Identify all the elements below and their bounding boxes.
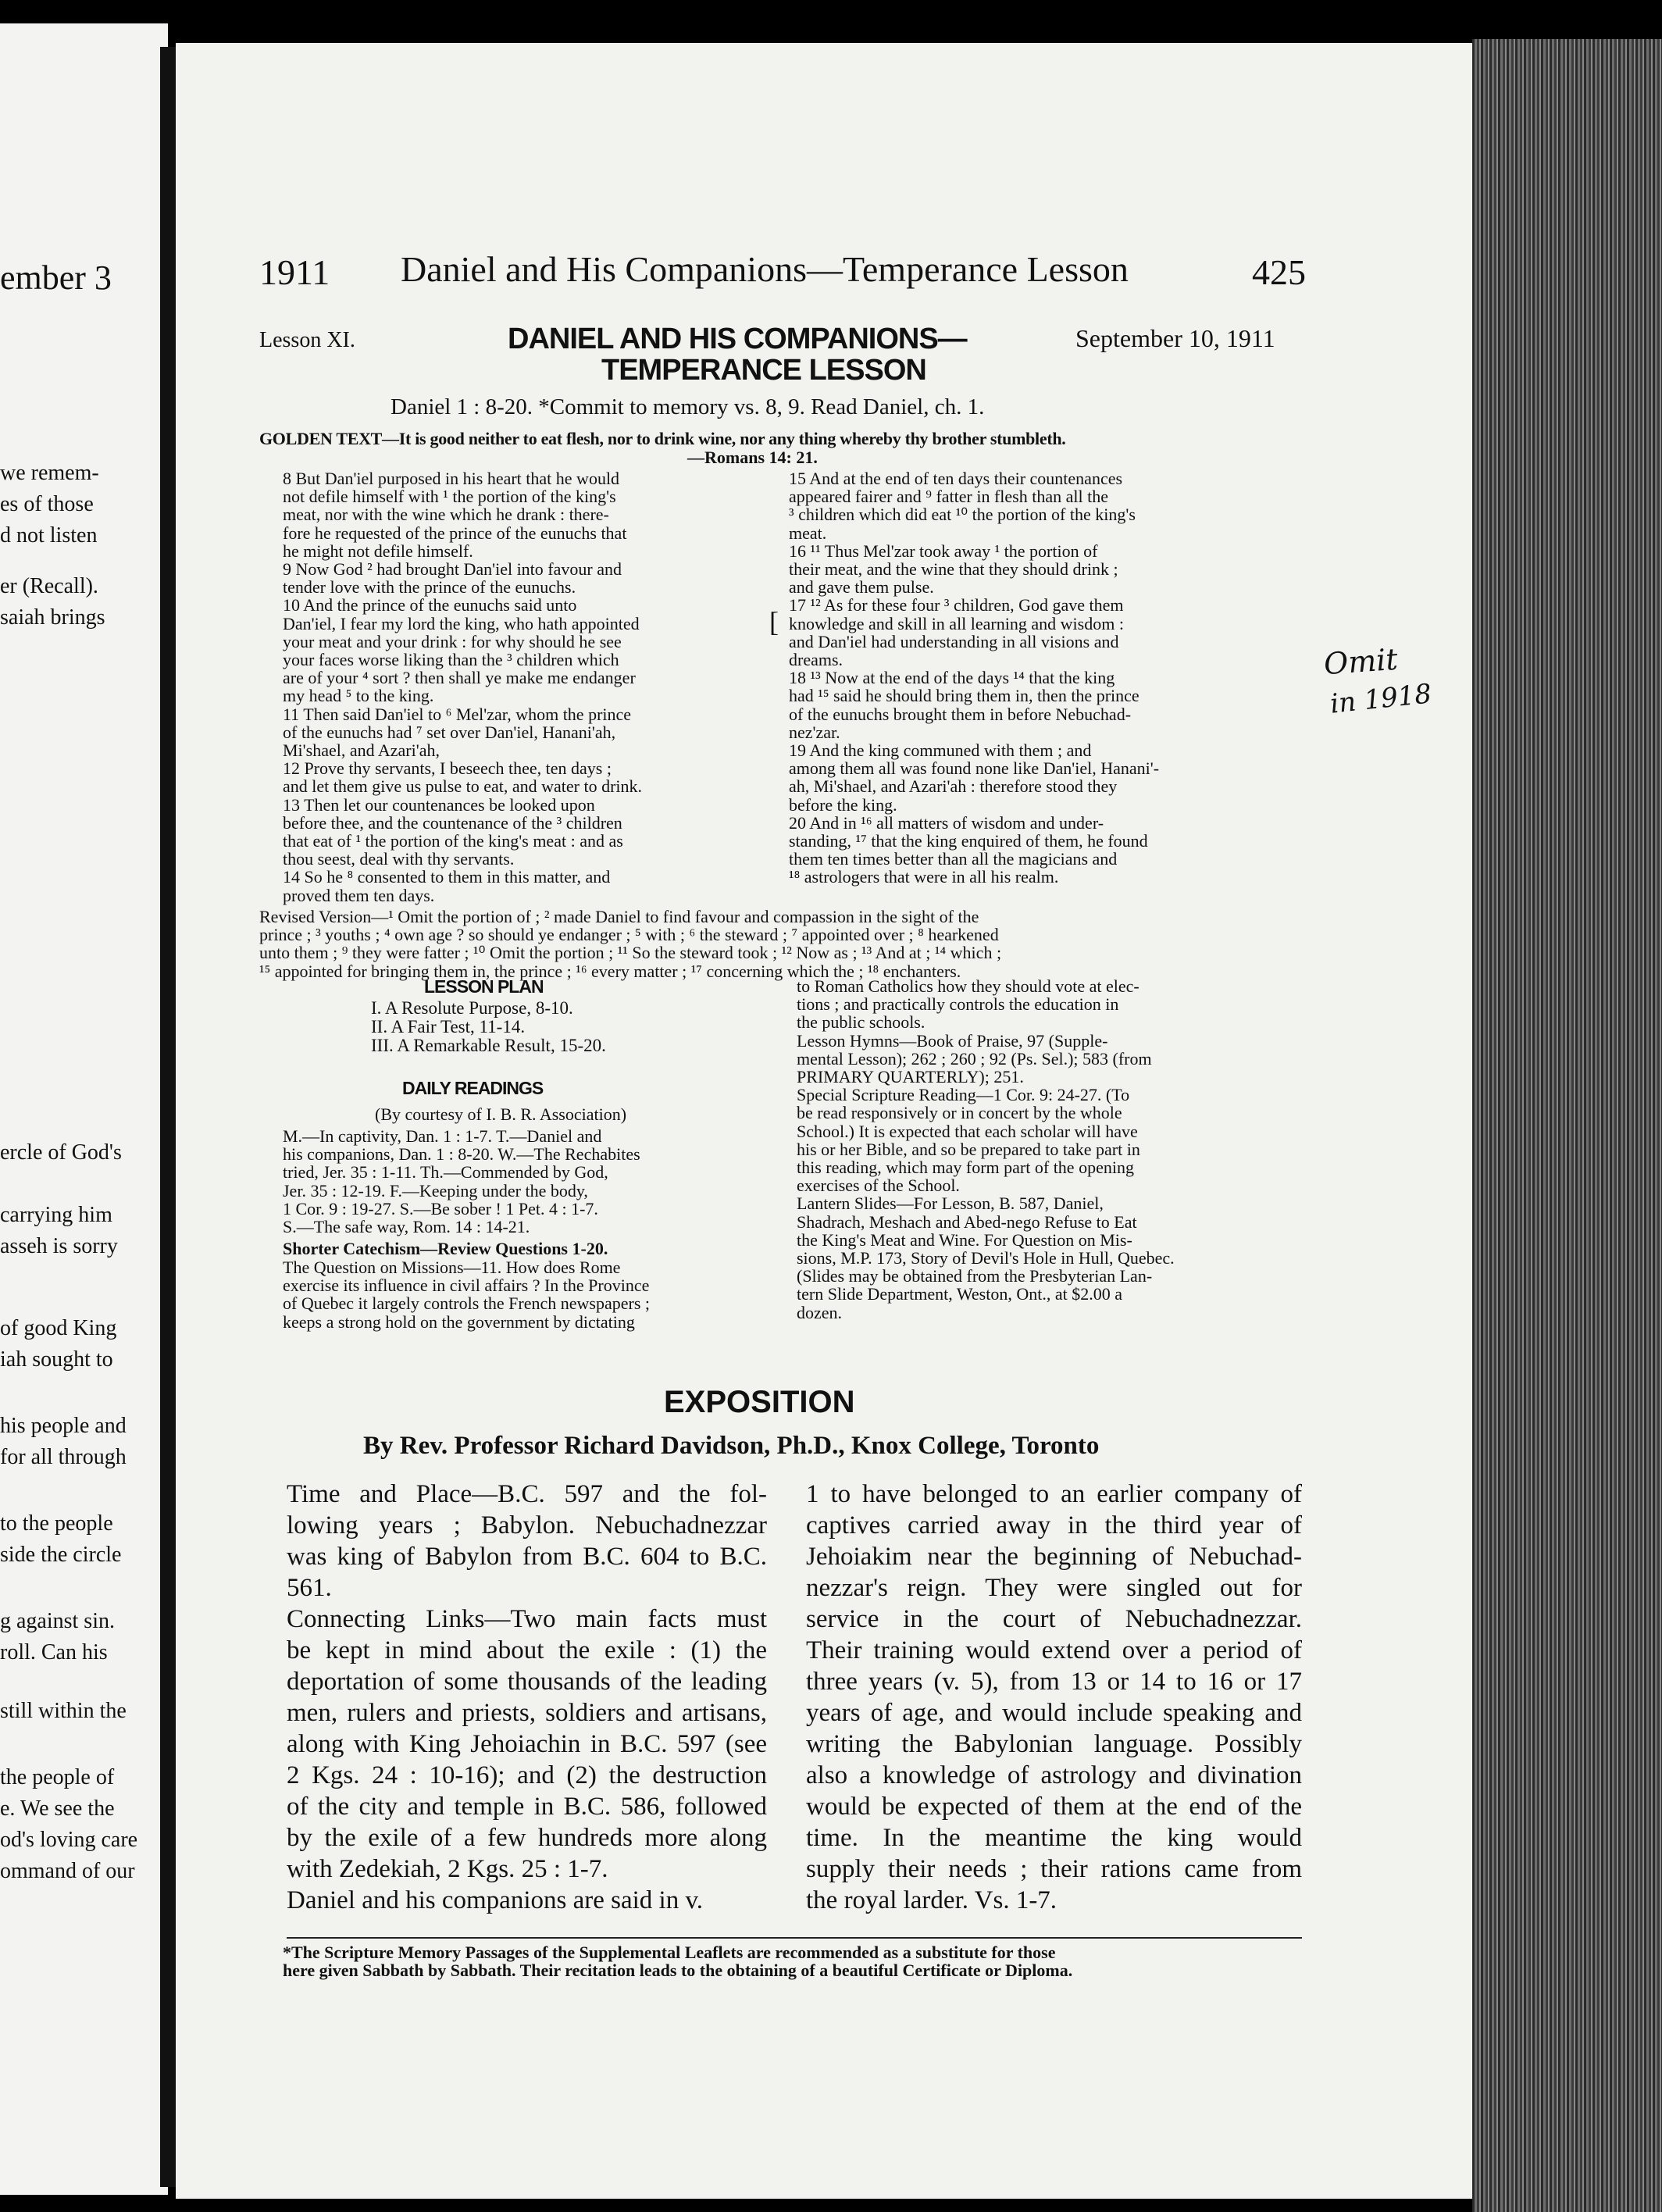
scripture-line: of the eunuchs brought them in before Nebuchad- xyxy=(789,704,1132,724)
golden-text: GOLDEN TEXT—It is good neither to eat flesh, nor to drink wine, nor any thing whereby thy brother stumbleth. xyxy=(259,429,1066,448)
scripture-line: proved them ten days. xyxy=(283,885,435,905)
scripture-line: Dan'iel, I fear my lord the king, who hath appointed xyxy=(283,613,640,633)
exposition-line: Their training would extend over a period of xyxy=(806,1636,1302,1664)
footnote xyxy=(283,1943,1321,1979)
notes-line: mental Lesson); 262 ; 260 ; 92 (Ps. Sel.); 583 (from xyxy=(797,1048,1152,1069)
left-page-line: es of those xyxy=(0,492,94,516)
left-page-line: still within the xyxy=(0,1699,127,1723)
scripture-line: meat. xyxy=(789,523,827,543)
question-on-missions xyxy=(283,1258,775,1331)
notes-line: (Slides may be obtained from the Presbyterian Lan- xyxy=(797,1266,1153,1286)
left-page-line: to the people xyxy=(0,1511,113,1536)
scripture-line: 20 And in ¹⁶ all matters of wisdom and under- xyxy=(789,812,1104,833)
revised-version-line: ¹⁵ appointed for bringing them in, the prince ; ¹⁶ every matter ; ¹⁷ concerning which the ; ¹⁸ enchanters. xyxy=(259,961,961,981)
scripture-line: fore he requested of the prince of the eunuchs that xyxy=(283,523,627,543)
daily-reading-line: Jer. 35 : 12-19. F.—Keeping under the body, xyxy=(283,1180,588,1201)
scripture-line: 8 But Dan'iel purposed in his heart that he would xyxy=(283,469,620,488)
exposition-line: service in the court of Nebuchadnezzar. xyxy=(806,1605,1302,1633)
notes-line: PRIMARY QUARTERLY); 251. xyxy=(797,1067,1024,1087)
left-page-line: asseh is sorry xyxy=(0,1234,118,1258)
revised-version-line: Revised Version—¹ Omit the portion of ; ² made Daniel to find favour and compassion in the sight of the xyxy=(259,907,979,926)
scripture-line: ¹⁸ astrologers that were in all his realm. xyxy=(789,867,1059,887)
lesson-plan-list xyxy=(371,999,683,1055)
scripture-line: standing, ¹⁷ that the king enquired of them, he found xyxy=(789,831,1148,851)
left-page-header: ember 3 xyxy=(0,259,112,297)
scripture-line: knowledge and skill in all learning and wisdom : xyxy=(789,613,1124,633)
lesson-notes-column xyxy=(797,977,1320,1322)
left-page-line: we remem- xyxy=(0,461,99,485)
book-page xyxy=(176,43,1472,2199)
scripture-line: your meat and your drink : for why should he see xyxy=(283,631,622,651)
exposition-line: with Zedekiah, 2 Kgs. 25 : 1-7. xyxy=(287,1855,608,1883)
left-page-line: his people and xyxy=(0,1414,127,1438)
scripture-line: them ten times better than all the magicians and xyxy=(789,849,1118,869)
exposition-line: years of age, and would include speaking and xyxy=(806,1699,1302,1727)
lesson-title-line-2: TEMPERANCE LESSON xyxy=(601,354,926,387)
running-head-title: Daniel and His Companions—Temperance Lesson xyxy=(401,249,1129,289)
exposition-line: writing the Babylonian language. Possibly xyxy=(806,1730,1302,1758)
exposition-line: 1 to have belonged to an earlier company of xyxy=(806,1480,1302,1508)
left-page-line: iah sought to xyxy=(0,1347,113,1372)
exposition-line: 561. xyxy=(287,1574,332,1602)
notes-line: be read responsively or in concert by the whole xyxy=(797,1103,1122,1123)
scripture-line: dreams. xyxy=(789,650,843,670)
scripture-line: thou seest, deal with thy servants. xyxy=(283,849,515,869)
footnote-rule xyxy=(287,1937,1302,1939)
scripture-line: had ¹⁵ said he should bring them in, then the prince xyxy=(789,686,1140,706)
notes-line: the King's Meat and Wine. For Question on Mis- xyxy=(797,1229,1132,1250)
left-page-fragment xyxy=(0,23,168,2195)
notes-line: Lantern Slides—For Lesson, B. 587, Daniel, xyxy=(797,1193,1104,1214)
left-page-line: roll. Can his xyxy=(0,1640,108,1664)
exposition-line: deportation of some thousands of the leading xyxy=(287,1668,767,1696)
lesson-plan-item: I. A Resolute Purpose, 8-10. xyxy=(371,998,573,1018)
handwritten-omit: Omit xyxy=(1322,641,1400,682)
exposition-line: captives carried away in the third year of xyxy=(806,1511,1302,1539)
scripture-line: among them all was found none like Dan'iel, Hanani'- xyxy=(789,758,1160,779)
footnote-line: *The Scripture Memory Passages of the Supplemental Leaflets are recommended as a substitute for those xyxy=(283,1943,1056,1962)
notes-line: Lesson Hymns—Book of Praise, 97 (Supple- xyxy=(797,1030,1108,1051)
lesson-plan-title: LESSON PLAN xyxy=(424,976,544,997)
notes-line: tern Slide Department, Weston, Ont., at $2.00 a xyxy=(797,1284,1122,1304)
left-page-line: e. We see the xyxy=(0,1796,115,1821)
scripture-line: 14 So he ⁸ consented to them in this matter, and xyxy=(283,867,611,887)
exposition-line: be kept in mind about the exile : (1) the xyxy=(287,1636,767,1664)
scripture-line: before the king. xyxy=(789,794,897,815)
missions-line: of Quebec it largely controls the French newspapers ; xyxy=(283,1293,651,1314)
notes-line: this reading, which may form part of the opening xyxy=(797,1158,1134,1178)
scripture-line: 13 Then let our countenances be looked upon xyxy=(283,794,595,815)
notes-line: the public schools. xyxy=(797,1012,926,1033)
scripture-line: 9 Now God ² had brought Dan'iel into favour and xyxy=(283,559,622,580)
scripture-line: nez'zar. xyxy=(789,722,840,742)
exposition-left-column xyxy=(287,1479,767,1916)
running-head-year: 1911 xyxy=(259,252,330,292)
left-page-line: of good King xyxy=(0,1316,117,1340)
exposition-title: EXPOSITION xyxy=(664,1385,855,1419)
scripture-line: he might not defile himself. xyxy=(283,541,473,561)
scripture-line: 15 And at the end of ten days their countenances xyxy=(789,469,1123,488)
scripture-line: are of your ⁴ sort ? then shall ye make me endanger xyxy=(283,668,636,688)
exposition-line: Daniel and his companions are said in v. xyxy=(287,1886,704,1914)
lesson-title-line-1: DANIEL AND HIS COMPANIONS— xyxy=(508,323,967,355)
notes-line: tions ; and practically controls the education in xyxy=(797,994,1119,1015)
exposition-line: along with King Jehoiachin in B.C. 597 (see xyxy=(287,1730,767,1758)
exposition-line: Connecting Links—Two main facts must xyxy=(287,1605,767,1633)
exposition-line: supply their needs ; their rations came from xyxy=(806,1855,1302,1883)
daily-reading-line: S.—The safe way, Rom. 14 : 14-21. xyxy=(283,1217,530,1237)
scripture-line: before thee, and the countenance of the ³ children xyxy=(283,812,622,833)
scripture-line: and Dan'iel had understanding in all visions and xyxy=(789,631,1119,651)
notes-line: exercises of the School. xyxy=(797,1176,960,1196)
exposition-line: Time and Place—B.C. 597 and the fol- xyxy=(287,1480,767,1508)
scripture-line: that eat of ¹ the portion of the king's meat : and as xyxy=(283,831,623,851)
revised-version xyxy=(259,908,1310,980)
daily-reading-line: M.—In captivity, Dan. 1 : 1-7. T.—Daniel and xyxy=(283,1126,602,1146)
revised-version-line: unto them ; ⁹ they were fatter ; ¹⁰ Omit the portion ; ¹¹ So the steward took ; ¹² Now as ; ¹³ And at ; ¹⁴ which ; xyxy=(259,943,1002,963)
scripture-line: Mi'shael, and Azari'ah, xyxy=(283,740,440,761)
exposition-line: was king of Babylon from B.C. 604 to B.C. xyxy=(287,1543,767,1571)
daily-reading-line: 1 Cor. 9 : 19-27. S.—Be sober ! 1 Pet. 4 : 1-7. xyxy=(283,1198,598,1218)
scripture-line: their meat, and the wine that they should drink ; xyxy=(789,559,1118,580)
exposition-line: 2 Kgs. 24 : 10-16); and (2) the destruction xyxy=(287,1761,767,1789)
left-page-line: er (Recall). xyxy=(0,574,98,598)
exposition-byline: By Rev. Professor Richard Davidson, Ph.D., Knox College, Toronto xyxy=(363,1432,1100,1460)
scripture-line: 17 ¹² As for these four ³ children, God gave them xyxy=(789,595,1124,615)
exposition-right-column xyxy=(806,1479,1302,1916)
left-page-line: side the circle xyxy=(0,1543,122,1567)
notes-line: Shadrach, Meshach and Abed-nego Refuse to Eat xyxy=(797,1211,1137,1232)
scripture-line: of the eunuchs had ⁷ set over Dan'iel, Hanani'ah, xyxy=(283,722,616,742)
left-page-line: d not listen xyxy=(0,523,98,548)
scripture-line: appeared fairer and ⁹ fatter in flesh than all the xyxy=(789,487,1108,507)
exposition-line: nezzar's reign. They were singled out for xyxy=(806,1574,1302,1602)
scripture-line: ah, Mi'shael, and Azari'ah : therefore stood they xyxy=(789,776,1118,797)
margin-bracket-mark: [ xyxy=(769,606,779,637)
page-number: 425 xyxy=(1252,252,1306,292)
revised-version-line: prince ; ³ youths ; ⁴ own age ? so should ye endanger ; ⁵ with ; ⁶ the steward ; ⁷ appointed over ; ⁸ hearkened xyxy=(259,925,999,945)
left-page-line: ommand of our xyxy=(0,1859,135,1883)
scripture-line: meat, nor with the wine which he drank : there- xyxy=(283,505,609,525)
scripture-right-column xyxy=(789,469,1312,887)
missions-line: keeps a strong hold on the government by dictating xyxy=(283,1311,635,1332)
exposition-line: the royal larder. Vs. 1-7. xyxy=(806,1886,1057,1914)
left-page-line: od's loving care xyxy=(0,1828,138,1852)
notes-line: School.) It is expected that each scholar will have xyxy=(797,1121,1138,1141)
left-page-line: g against sin. xyxy=(0,1609,115,1633)
notes-line: to Roman Catholics how they should vote at elec- xyxy=(797,976,1140,996)
scripture-line: ³ children which did eat ¹⁰ the portion of the king's xyxy=(789,505,1136,525)
notes-line: sions, M.P. 173, Story of Devil's Hole in Hull, Quebec. xyxy=(797,1248,1175,1268)
exposition-line: by the exile of a few hundreds more along xyxy=(287,1824,767,1852)
lesson-reference: Daniel 1 : 8-20. *Commit to memory vs. 8, 9. Read Daniel, ch. 1. xyxy=(391,394,985,419)
exposition-line: would be expected of them at the end of the xyxy=(806,1793,1302,1821)
scripture-line: not defile himself with ¹ the portion of the king's xyxy=(283,487,616,507)
scripture-line: 12 Prove thy servants, I beseech thee, ten days ; xyxy=(283,758,612,779)
scripture-line: 18 ¹³ Now at the end of the days ¹⁴ that the king xyxy=(789,668,1115,688)
missions-line: The Question on Missions—11. How does Rome xyxy=(283,1258,621,1277)
notes-line: his or her Bible, and so be prepared to take part in xyxy=(797,1139,1140,1159)
daily-reading-line: his companions, Dan. 1 : 8-20. W.—The Rechabites xyxy=(283,1144,640,1165)
exposition-line: lowing years ; Babylon. Nebuchadnezzar xyxy=(287,1511,767,1539)
left-page-line: for all through xyxy=(0,1445,127,1469)
left-page-line: ercle of God's xyxy=(0,1140,122,1165)
footnote-line: here given Sabbath by Sabbath. Their recitation leads to the obtaining of a beautiful Certificate or Diploma. xyxy=(283,1960,1073,1981)
exposition-line: Jehoiakim near the beginning of Nebuchad- xyxy=(806,1543,1302,1571)
exposition-line: time. In the meantime the king would xyxy=(806,1824,1302,1852)
handwritten-year: in 1918 xyxy=(1329,678,1433,720)
scripture-line: and let them give us pulse to eat, and water to drink. xyxy=(283,776,643,797)
scripture-line: 16 ¹¹ Thus Mel'zar took away ¹ the portion of xyxy=(789,541,1098,561)
scripture-line: my head ⁵ to the king. xyxy=(283,686,434,706)
notes-line: dozen. xyxy=(797,1302,843,1322)
shorter-catechism: Shorter Catechism—Review Questions 1-20. xyxy=(283,1239,608,1258)
daily-readings-list xyxy=(283,1127,775,1236)
notes-line: Special Scripture Reading—1 Cor. 9: 24-27. (To xyxy=(797,1085,1130,1105)
golden-text-reference: —Romans 14: 21. xyxy=(687,448,818,467)
scripture-line: your faces worse liking than the ³ children which xyxy=(283,650,619,670)
daily-readings-courtesy: (By courtesy of I. B. R. Association) xyxy=(375,1104,627,1124)
left-page-line: carrying him xyxy=(0,1203,112,1227)
left-page-line: the people of xyxy=(0,1765,115,1789)
scripture-line: 10 And the prince of the eunuchs said unto xyxy=(283,595,577,615)
daily-readings-title: DAILY READINGS xyxy=(402,1078,544,1098)
exposition-line: men, rulers and priests, soldiers and artisans, xyxy=(287,1699,767,1727)
scripture-left-column xyxy=(283,469,775,904)
scripture-line: tender love with the prince of the eunuchs. xyxy=(283,577,576,598)
left-page-line: saiah brings xyxy=(0,605,105,630)
lesson-date: September 10, 1911 xyxy=(1075,324,1275,352)
scripture-line: 19 And the king communed with them ; and xyxy=(789,740,1092,761)
exposition-line: three years (v. 5), from 13 or 14 to 16 or 17 xyxy=(806,1668,1302,1696)
exposition-line: of the city and temple in B.C. 586, followed xyxy=(287,1793,767,1821)
daily-reading-line: tried, Jer. 35 : 1-11. Th.—Commended by God, xyxy=(283,1162,608,1183)
exposition-line: also a knowledge of astrology and divination xyxy=(806,1761,1302,1789)
lesson-label: Lesson XI. xyxy=(259,328,355,352)
missions-line: exercise its influence in civil affairs ? In the Province xyxy=(283,1275,650,1296)
lesson-plan-item: II. A Fair Test, 11-14. xyxy=(371,1017,526,1036)
scripture-line: 11 Then said Dan'iel to ⁶ Mel'zar, whom the prince xyxy=(283,704,632,724)
scripture-line: and gave them pulse. xyxy=(789,577,934,598)
page-edges xyxy=(1472,39,1662,2212)
lesson-plan-item: III. A Remarkable Result, 15-20. xyxy=(371,1036,606,1055)
